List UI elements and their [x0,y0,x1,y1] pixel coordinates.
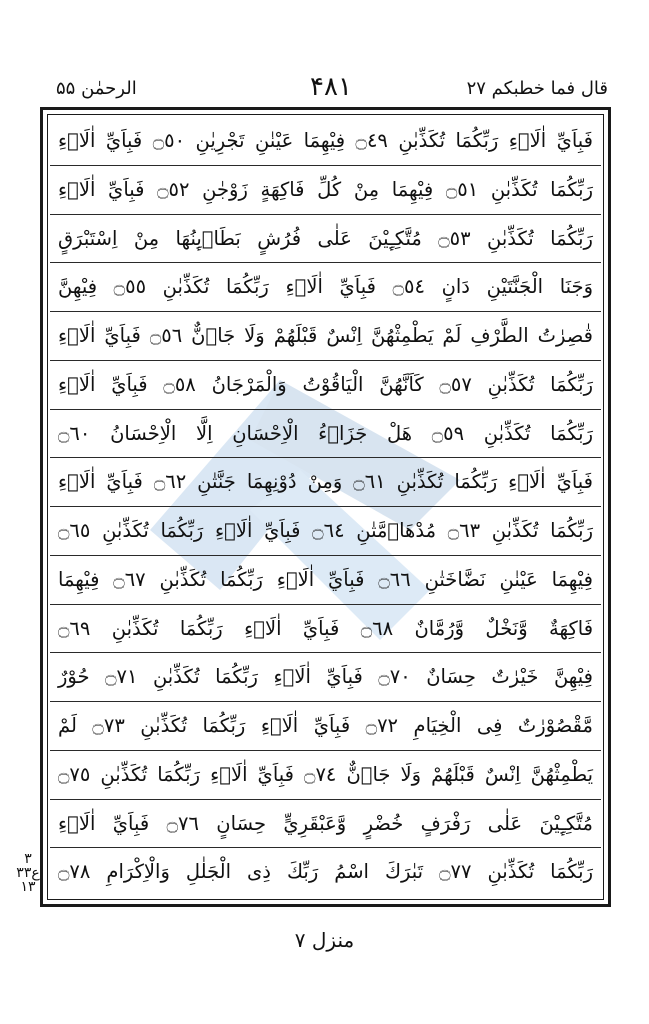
text-line-9: رَبِّكُمَا تُكَذِّبٰنِ ۝٦٣ مُدْهَاۤمَّتٰنِ ۝٦٤ فَبِاَيِّ اٰلَاۤءِ رَبِّكُمَا تُكَذِّبٰنِ ۝٦٥ [50,507,601,556]
text-line-15: مُتَّكِـِٕيْنَ عَلٰى رَفْرَفٍ خُضْرٍ وَّعَبْقَرِيٍّ حِسَانٍ ۝٧٦ فَبِاَيِّ اٰلَاۤءِ [50,800,601,849]
ruku-marker-bottom: ١٣ [20,879,36,895]
text-line-12: فِيْهِنَّ خَيْرٰتٌ حِسَانٌ ۝٧٠ فَبِاَيِّ اٰلَاۤءِ رَبِّكُمَا تُكَذِّبٰنِ ۝٧١ حُوْرٌ [50,653,601,702]
page-number: ۴۸۱ [310,72,352,102]
text-line-14: يَطْمِثْهُنَّ اِنْسٌ قَبْلَهُمْ وَلَا جَاۤنٌّ ۝٧٤ فَبِاَيِّ اٰلَاۤءِ رَبِّكُمَا تُكَذِّبٰنِ ۝٧٥ [50,751,601,800]
para-name: قال فما خطبکم ۲۷ [466,78,608,99]
text-line-6: رَبِّكُمَا تُكَذِّبٰنِ ۝٥٧ كَاَنَّهُنَّ الْيَاقُوْتُ وَالْمَرْجَانُ ۝٥٨ فَبِاَيِّ اٰلَاۤءِ [50,361,601,410]
page-header [48,72,614,106]
ruku-marker [14,852,42,894]
text-line-5: قٰصِرٰتُ الطَّرْفِ لَمْ يَطْمِثْهُنَّ اِنْسٌ قَبْلَهُمْ وَلَا جَاۤنٌّ ۝٥٦ فَبِاَيِّ اٰلَاۤءِ [50,312,601,361]
manzil-footer: منزل ۷ [294,928,355,952]
text-body [50,117,601,897]
text-line-2: رَبِّكُمَا تُكَذِّبٰنِ ۝٥١ فِيْهِمَا مِنْ كُلِّ فَاكِهَةٍ زَوْجٰنِ ۝٥٢ فَبِاَيِّ اٰلَاۤءِ [50,166,601,215]
ruku-marker-mid: ع٣٣ [16,865,40,881]
text-line-13: مَّقْصُوْرٰتٌ فِى الْخِيَامِ ۝٧٢ فَبِاَيِّ اٰلَاۤءِ رَبِّكُمَا تُكَذِّبٰنِ ۝٧٣ لَمْ [50,702,601,751]
ruku-marker-top: ٣ [24,851,32,867]
text-line-11: فَاكِهَةٌ وَّنَخْلٌ وَّرُمَّانٌ ۝٦٨ فَبِاَيِّ اٰلَاۤءِ رَبِّكُمَا تُكَذِّبٰنِ ۝٦٩ [50,605,601,654]
text-line-4: وَجَنَا الْجَنَّتَيْنِ دَانٍ ۝٥٤ فَبِاَيِّ اٰلَاۤءِ رَبِّكُمَا تُكَذِّبٰنِ ۝٥٥ فِيْهِنَّ [50,263,601,312]
text-line-7: رَبِّكُمَا تُكَذِّبٰنِ ۝٥٩ هَلْ جَزَاۤءُ الْاِحْسَانِ اِلَّا الْاِحْسَانُ ۝٦٠ [50,410,601,459]
text-line-1: فَبِاَيِّ اٰلَاۤءِ رَبِّكُمَا تُكَذِّبٰنِ ۝٤٩ فِيْهِمَا عَيْنٰنِ تَجْرِيٰنِ ۝٥٠ فَبِاَيِّ اٰلَاۤءِ [50,117,601,166]
text-line-8: فَبِاَيِّ اٰلَاۤءِ رَبِّكُمَا تُكَذِّبٰنِ ۝٦١ وَمِنْ دُوْنِهِمَا جَنَّتٰنِ ۝٦٢ فَبِاَيِّ اٰلَاۤءِ [50,458,601,507]
text-line-3: رَبِّكُمَا تُكَذِّبٰنِ ۝٥٣ مُتَّكِـِٕيْنَ عَلٰى فُرُشٍ بَطَاۤىِٕنُهَا مِنْ اِسْتَبْرَقٍ [50,215,601,264]
surah-name: الرحمٰن ۵۵ [56,78,137,99]
text-line-16: رَبِّكُمَا تُكَذِّبٰنِ ۝٧٧ تَبٰرَكَ اسْمُ رَبِّكَ ذِى الْجَلٰلِ وَالْاِكْرَامِ ۝٧٨ [58,860,593,884]
text-line-10: فِيْهِمَا عَيْنٰنِ نَضَّاخَتٰنِ ۝٦٦ فَبِاَيِّ اٰلَاۤءِ رَبِّكُمَا تُكَذِّبٰنِ ۝٦٧ فِيْهِمَا [50,556,601,605]
